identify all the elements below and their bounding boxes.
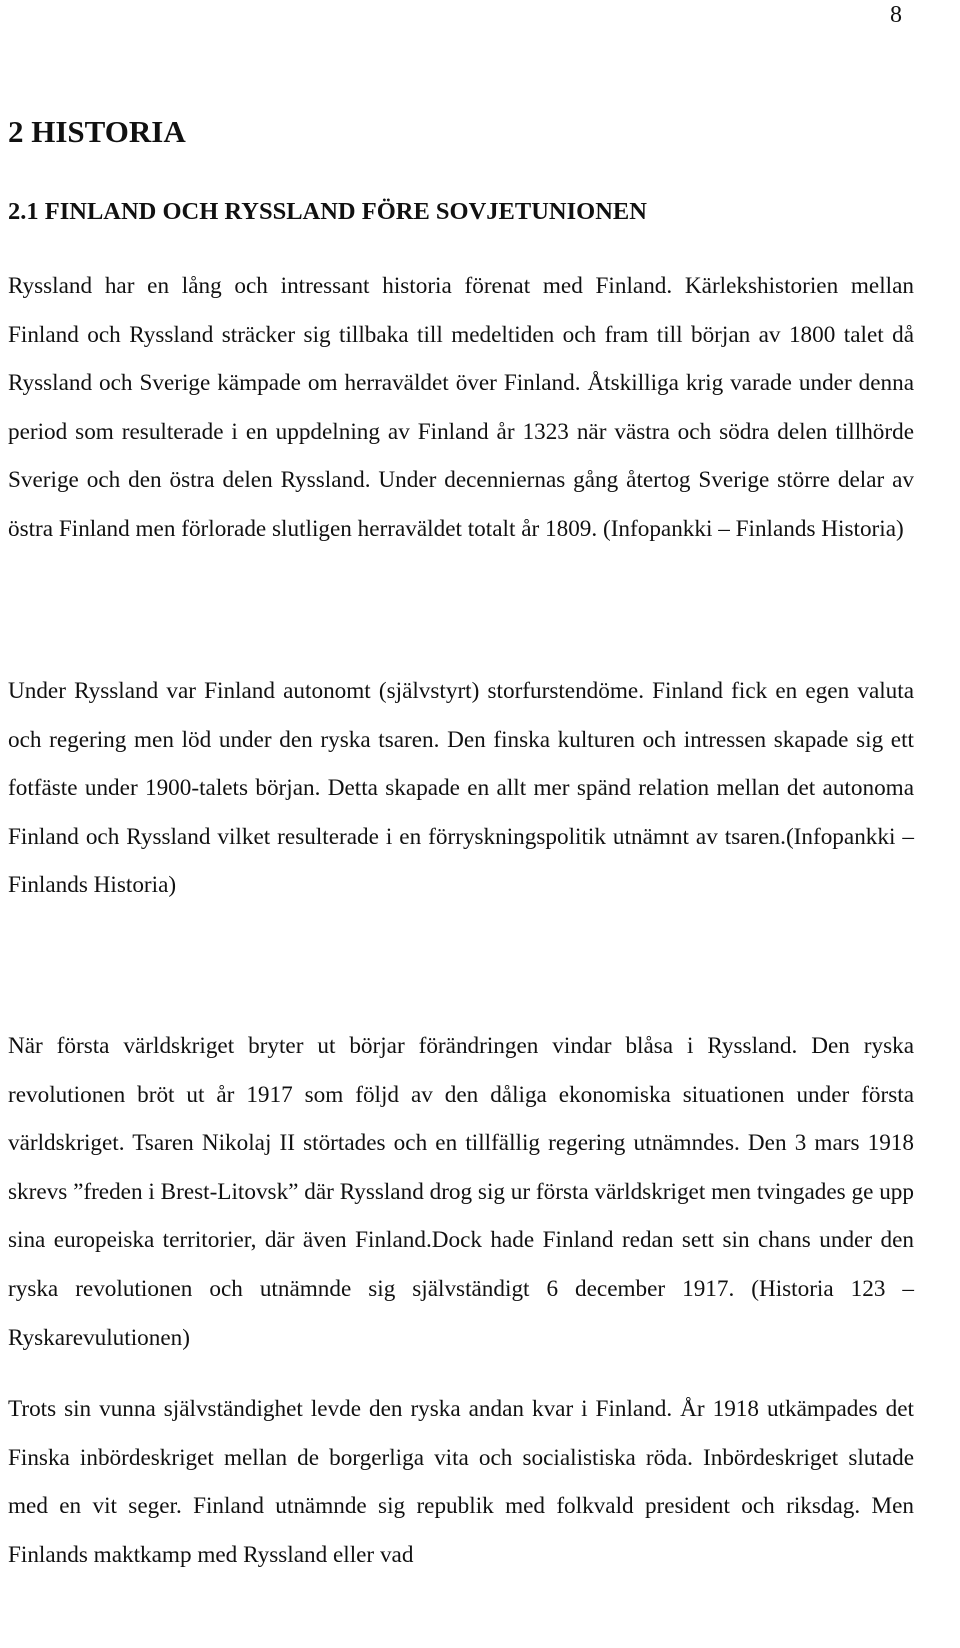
paragraph-4: Trots sin vunna självständighet levde den ryska andan kvar i Finland. År 1918 utkämpades det Finska inbördeskriget mellan de borgerliga vita och socialistiska röda. Inbördeskriget slutade med en vit seger. Finland utnämnde sig republik med folkvald president och riksdag. Men Finlands maktkamp med Ryssland eller vad <box>8 1396 914 1568</box>
paragraph-1: Ryssland har en lång och intressant historia förenat med Finland. Kärlekshistorien mellan Finland och Ryssland sträcker sig tillbaka till medeltiden och fram till början av 1800 talet då Ryssland och Sverige kämpade om herraväldet över Finland. Åtskilliga krig varade under denna period som resulterade i en uppdelning av Finland år 1323 när västra och södra delen tillhörde Sverige och den östra delen Ryssland. Under decenniernas gång återtog Sverige större delar av östra Finland men förlorade slutligen herraväldet totalt år 1809. (Infopankki – Finlands Historia) <box>8 273 914 542</box>
paragraph-3: När första världskriget bryter ut börjar förändringen vindar blåsa i Ryssland. Den ryska revolutionen bröt ut år 1917 som följd av den dåliga ekonomiska situationen under första världskriget. Tsaren Nikolaj II störtades och en tillfällig regering utnämndes. Den 3 mars 1918 skrevs ”freden i Brest-Litovsk” där Ryssland drog sig ur första världskriget men tvingades ge upp sina europeiska territorier, där även Finland.Dock hade Finland redan sett sin chans under den ryska revolutionen och utnämnde sig självständigt 6 december 1917. (Historia 123 – Ryskarevulutionen) <box>8 1033 914 1351</box>
page-number: 8 <box>890 2 902 28</box>
paragraph-2: Under Ryssland var Finland autonomt (självstyrt) storfurstendöme. Finland fick en egen valuta och regering men löd under den ryska tsaren. Den finska kulturen och intressen skapade sig ett fotfäste under 1900-talets början. Detta skapade en allt mer spänd relation mellan det autonoma Finland och Ryssland vilket resulterade i en förryskningspolitik utnämnt av tsaren.(Infopankki – Finlands Historia) <box>8 678 914 899</box>
chapter-heading: 2 HISTORIA <box>8 114 186 149</box>
section-heading: 2.1 FINLAND OCH RYSSLAND FÖRE SOVJETUNIONEN <box>8 198 647 225</box>
